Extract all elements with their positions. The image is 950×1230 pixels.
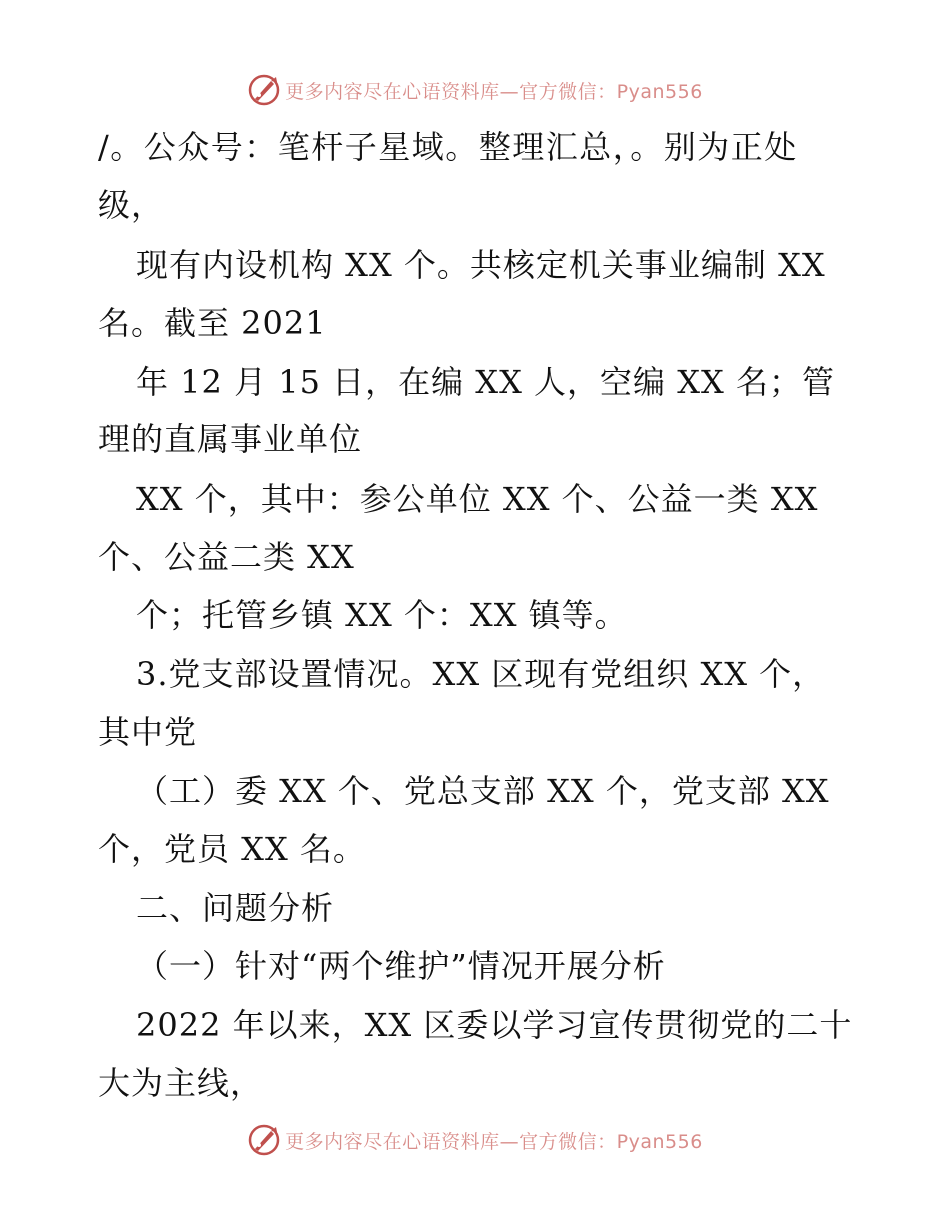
body-line-4: 名。截至 2021 xyxy=(98,304,327,342)
body-line-10: 3.党支部设置情况。XX 区现有党组织 XX 个， xyxy=(136,655,826,693)
body-line-11: 其中党 xyxy=(98,713,198,751)
quill-logo-icon xyxy=(247,73,281,107)
body-line-7: XX 个，其中：参公单位 XX 个、公益一类 XX xyxy=(136,480,819,518)
header-banner xyxy=(0,68,950,112)
body-line-16: 2022 年以来，XX 区委以学习宣传贯彻党的二十 xyxy=(136,1006,853,1044)
body-line-9: 个；托管乡镇 XX 个：XX 镇等。 xyxy=(136,596,628,634)
body-line-13: 个，党员 XX 名。 xyxy=(98,830,366,868)
footer-banner xyxy=(0,1118,950,1162)
body-line-5: 年 12 月 15 日，在编 XX 人，空编 XX 名；管 xyxy=(136,363,835,401)
body-line-2: 级， xyxy=(98,186,165,224)
subsection-heading: （一）针对“两个维护”情况开展分析 xyxy=(136,947,666,985)
body-line-3: 现有内设机构 XX 个。共核定机关事业编制 XX xyxy=(136,246,826,284)
footer-banner-text: 更多内容尽在心语资料库—官方微信：Pyan556 xyxy=(285,1130,703,1153)
header-banner-text: 更多内容尽在心语资料库—官方微信：Pyan556 xyxy=(285,80,703,103)
quill-logo-icon xyxy=(247,1123,281,1157)
section-heading: 二、问题分析 xyxy=(136,889,335,927)
body-line-17: 大为主线， xyxy=(98,1064,264,1102)
body-line-6: 理的直属事业单位 xyxy=(98,420,363,458)
body-line-1: /。公众号：笔杆子星域。整理汇总，。别为正处 xyxy=(98,128,798,166)
body-line-8: 个、公益二类 XX xyxy=(98,538,355,576)
body-line-12: （工）委 XX 个、党总支部 XX 个，党支部 XX xyxy=(136,772,830,810)
